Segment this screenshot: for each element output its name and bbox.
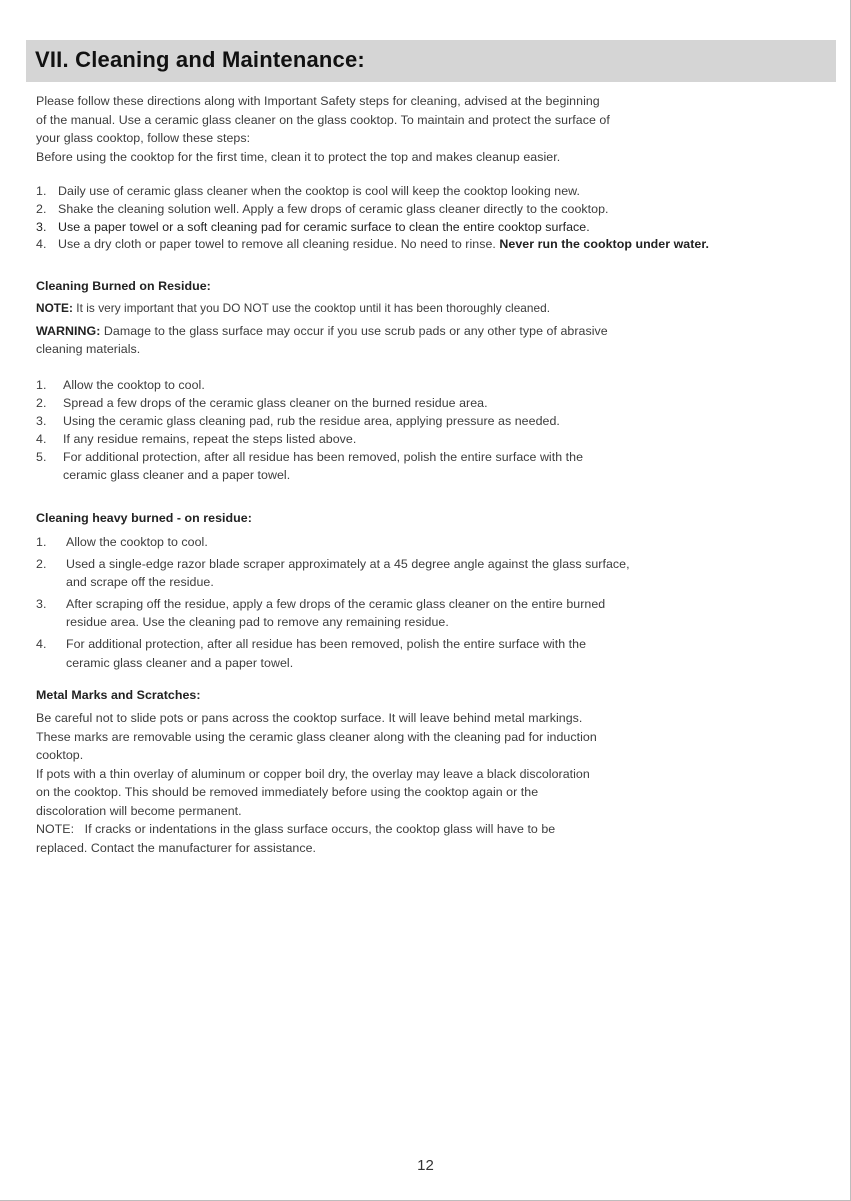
list-item: 3. After scraping off the residue, apply a few drops of the ceramic glass cleaner on the entire burned residue area. Use the cleaning pad to remove any remaining residue. xyxy=(36,596,606,630)
intro-paragraph xyxy=(36,92,806,166)
list-item: 3. Use a paper towel or a soft cleaning pad for ceramic surface to clean the entire cooktop surface. xyxy=(36,219,590,234)
list-item: 2. Shake the cleaning solution well. Apply a few drops of ceramic glass cleaner directly to the cooktop. xyxy=(36,201,609,216)
heavy-residue-section xyxy=(36,509,806,672)
subsection-title: Metal Marks and Scratches: xyxy=(36,688,201,703)
intro-line: of the manual. Use a ceramic glass cleaner on the glass cooktop. To maintain and protect the surface of xyxy=(36,112,610,127)
list-item: 4. If any residue remains, repeat the steps listed above. xyxy=(36,431,357,446)
page-number: 12 xyxy=(417,1157,434,1174)
burned-residue-section xyxy=(36,277,806,484)
list-item: 3. Using the ceramic glass cleaning pad, rub the residue area, applying pressure as needed. xyxy=(36,413,560,428)
paragraph-line: Be careful not to slide pots or pans across the cooktop surface. It will leave behind metal markings. xyxy=(36,711,583,726)
subsection-title: Cleaning heavy burned - on residue: xyxy=(36,510,252,525)
list-item: 1. Allow the cooktop to cool. xyxy=(36,534,208,549)
paragraph-line: NOTE: If cracks or indentations in the glass surface occurs, the cooktop glass will have to be xyxy=(36,822,556,837)
metal-marks-section xyxy=(36,686,806,857)
intro-line: your glass cooktop, follow these steps: xyxy=(36,131,251,145)
subsection-title: Cleaning Burned on Residue: xyxy=(36,279,211,294)
heavy-steps-list xyxy=(36,533,806,672)
paragraph-line: replaced. Contact the manufacturer for assistance. xyxy=(36,840,317,855)
paragraph-line: These marks are removable using the ceramic glass cleaner along with the cleaning pad for induction xyxy=(36,729,597,744)
paragraph-line: If pots with a thin overlay of aluminum or copper boil dry, the overlay may leave a black discoloration xyxy=(36,766,590,781)
page-content xyxy=(36,92,806,857)
list-item: 2. Used a single-edge razor blade scraper approximately at a 45 degree angle against the glass surface, and scrape off the residue. xyxy=(36,556,630,589)
general-steps-list xyxy=(36,183,806,254)
warning-line: WARNING: Damage to the glass surface may occur if you use scrub pads or any other type of abrasive xyxy=(36,323,608,338)
paragraph-line: discoloration will become permanent. xyxy=(36,803,242,818)
list-item: 2. Spread a few drops of the ceramic glass cleaner on the burned residue area. xyxy=(36,395,488,410)
list-item: 1. Daily use of ceramic glass cleaner when the cooktop is cool will keep the cooktop looking new. xyxy=(36,184,580,198)
section-heading: VII. Cleaning and Maintenance: xyxy=(35,47,365,72)
metal-marks-paragraph xyxy=(36,709,806,857)
never-run-warning: Never run the cooktop under water. xyxy=(499,237,710,252)
paragraph-line: cooktop. xyxy=(36,748,84,763)
burned-steps-list xyxy=(36,376,806,484)
note-line: NOTE: It is very important that you DO NOT use the cooktop until it has been thoroughly cleaned. xyxy=(36,301,551,316)
list-item: 1. Allow the cooktop to cool. xyxy=(36,377,205,392)
list-item: 5. For additional protection, after all residue has been removed, polish the entire surface with the ceramic glass cleaner and a paper towel. xyxy=(36,449,584,482)
warning-line: cleaning materials. xyxy=(36,342,141,357)
intro-line: Before using the cooktop for the first time, clean it to protect the top and makes cleanup easier. xyxy=(36,149,561,164)
paragraph-line: on the cooktop. This should be removed immediately before using the cooktop again or the xyxy=(36,785,539,800)
list-item: 4. Use a dry cloth or paper towel to remove all cleaning residue. No need to rinse. Never run the cooktop under water. xyxy=(36,237,710,252)
section-heading-bar xyxy=(26,40,836,82)
intro-line: Please follow these directions along with Important Safety steps for cleaning, advised at the beginning xyxy=(36,94,600,108)
list-item: 4. For additional protection, after all residue has been removed, polish the entire surface with the ceramic glass cleaner and a paper towel. xyxy=(36,637,587,670)
